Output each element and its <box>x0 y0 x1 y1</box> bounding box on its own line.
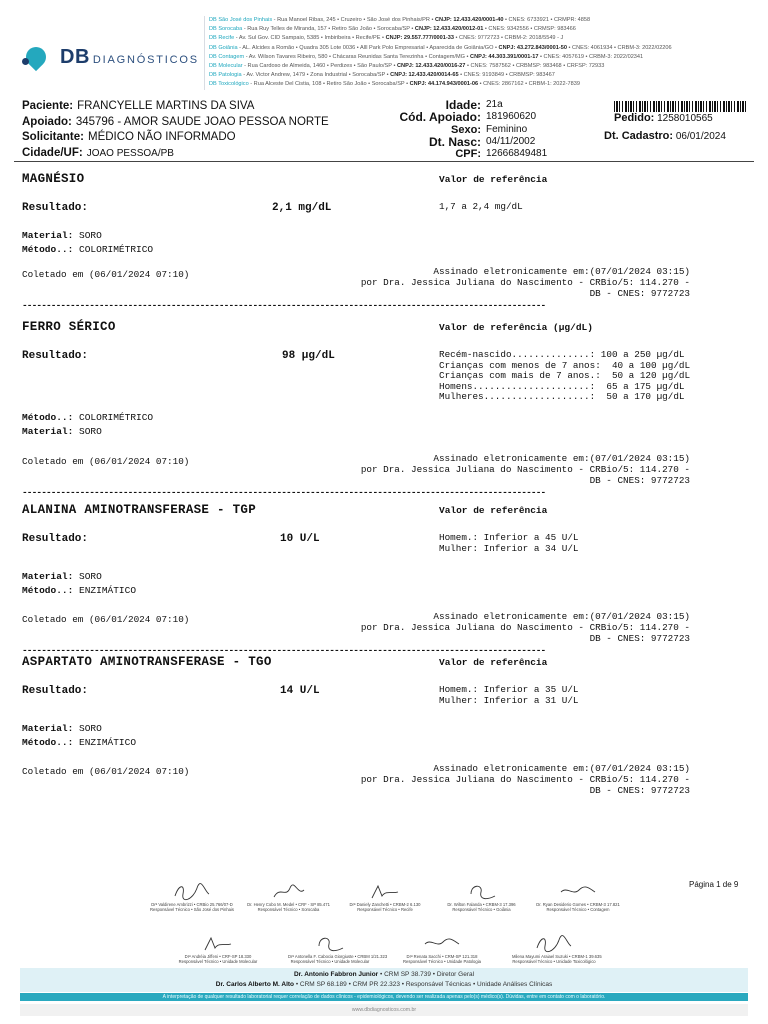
line-value: SORO <box>79 426 102 437</box>
barcode-icon <box>614 101 746 112</box>
method-line <box>22 737 136 748</box>
unit-cnpj: CNPJ: 44.303.391/0001-17 <box>470 53 539 60</box>
reference-values <box>439 350 690 403</box>
signatory <box>400 934 484 964</box>
unit-name: DB Toxicológico <box>209 81 249 88</box>
signatory-name: Drª Daniely Zanchetti • CRBM-2 6.130 <box>349 902 421 907</box>
idade-row: Idade: 21a <box>445 98 503 112</box>
result-value: 10 U/L <box>280 533 320 545</box>
signature-line: DB - CNES: 9772723 <box>589 784 690 796</box>
line-label: Material: <box>22 723 74 734</box>
line-label: Material: <box>22 426 74 437</box>
handwritten-signature-icon <box>557 882 599 902</box>
reference-values <box>439 533 578 554</box>
director-general: Dr. Antonio Fabbron Junior • CRM SP 38.739 • Diretor Geral <box>293 971 475 978</box>
signatory-role: Responsável Técnico • Sorocaba <box>257 907 320 913</box>
unit-cnpj: CNJP: 12.433.420/0012-01 <box>414 26 484 33</box>
line-label: Método..: <box>22 585 74 596</box>
unit-address-line <box>209 16 756 25</box>
reference-line: Recém-nascido..............: 100 a 250 µg/dL <box>439 349 685 360</box>
signatory-role: Responsável Técnico • Unidade Toxicológico <box>512 959 596 965</box>
signatory <box>440 882 524 912</box>
unit-address-line <box>209 53 756 62</box>
signatory <box>343 882 427 912</box>
unit-address: - Rua Ruy Telles de Miranda, 157 • Retiro São João • Sorocaba/SP • <box>242 26 415 33</box>
line-label: Método..: <box>22 244 74 255</box>
unit-registrations: • CNES: 6733921 • CRMPR: 4858 <box>503 17 591 23</box>
signature-line: DB - CNES: 9772723 <box>589 287 690 299</box>
handwritten-signature-icon <box>268 882 310 902</box>
line-value: COLORIMÉTRICO <box>79 412 154 423</box>
method-line <box>22 412 153 423</box>
reference-line: 1,7 a 2,4 mg/dL <box>439 201 523 212</box>
logo-drop-icon <box>22 44 56 70</box>
cod-apoiado-row: Cód. Apoiado: 181960620 <box>399 110 537 125</box>
unit-registrations: • CNES: 9342556 • CRMSP: 983466 <box>483 26 576 33</box>
signature-line: Assinado eletronicamente em:(07/01/2024 03:15) <box>433 611 690 622</box>
signature-line: por Dra. Jessica Juliana do Nascimento - CRBio/5: 114.270 - <box>360 773 690 785</box>
exam-block <box>22 503 752 656</box>
unit-name: DB Recife <box>209 35 235 42</box>
apoiado-row: Apoiado: 345796 - AMOR SAUDE JOAO PESSOA NORTE <box>22 115 329 128</box>
paciente-row: Paciente: FRANCYELLE MARTINS DA SIVA <box>22 100 255 112</box>
patient-info <box>22 99 329 161</box>
signatory-name: Drª Antonella F. Cabocia Giorgiuste • CRBM 1/21.323 <box>288 954 388 959</box>
signatory <box>536 882 620 912</box>
unit-address: - Rua Manoel Ribas, 245 • Cruzeiro • São José dos Pinhais/PR • <box>272 17 436 23</box>
unit-address-line <box>209 34 756 43</box>
exam-title: FERRO SÉRICO <box>22 320 116 334</box>
unit-name: DB Contagem <box>209 53 245 60</box>
unit-cnpj: CNPJ: 12.433.420/0016-27 <box>396 63 466 70</box>
section-separator: ------------------------------------------------------------------------------------------------------------- <box>22 487 546 498</box>
signatory-name: Dr. Henry Cobo M. Medel • CRF - SP 85.471 <box>247 902 330 907</box>
unit-registrations: • CNES: 4057619 • CRBM-3: 2022/02341 <box>538 53 644 60</box>
collected-at: Coletado em (06/01/2024 07:10) <box>22 766 190 777</box>
material-line <box>22 230 102 241</box>
reference-line: Homem.: Inferior a 35 U/L <box>439 684 579 695</box>
patient-details <box>380 99 550 160</box>
solicitante-row: Solicitante: MÉDICO NÃO INFORMADO <box>22 131 236 143</box>
unit-name: DB Molecular <box>209 63 243 70</box>
reference-line: Crianças com mais de 7 anos.: 50 a 120 µg/dL <box>439 370 691 382</box>
exam-block <box>22 320 752 498</box>
data-cadastro: Dt. Cadastro: 06/01/2024 <box>604 130 726 142</box>
line-value: SORO <box>79 723 102 734</box>
signature-line: DB - CNES: 9772723 <box>589 474 690 486</box>
line-label: Método..: <box>22 412 74 423</box>
unit-name: DB Patologia <box>209 72 242 79</box>
method-line <box>22 585 136 596</box>
unit-address: - Av. Wilson Tavares Ribeiro, 580 • Chácaras Reunidas Santa Terezinha • Contagem/MG • <box>244 53 471 60</box>
reference-line: Crianças com menos de 7 anos: 40 a 100 µg/dL <box>439 359 691 371</box>
signatory-role: Responsável Técnico • Recife <box>357 907 413 913</box>
result-value: 14 U/L <box>280 685 320 697</box>
unit-name: DB Goiânia <box>209 44 238 51</box>
website-link[interactable]: www.dbdiagnosticos.com.br <box>20 1004 748 1016</box>
signature-line: Assinado eletronicamente em:(07/01/2024 03:15) <box>433 453 690 464</box>
reference-line: Mulher: Inferior a 31 U/L <box>439 694 579 706</box>
handwritten-signature-icon <box>197 934 239 954</box>
unit-address-line <box>209 71 756 80</box>
signatory-role: Responsável Técnico • Unidade Patologia <box>403 959 481 965</box>
unit-cnpj: CNPJ: 43.272.843/0001-50 <box>498 44 567 51</box>
reference-line: Homem.: Inferior a 45 U/L <box>439 532 579 543</box>
signatory-role: Responsável Técnico • Unidade Molecular <box>178 959 258 965</box>
line-value: ENZIMÁTICO <box>79 737 137 748</box>
signature-line: por Dra. Jessica Juliana do Nascimento - CRBio/5: 114.270 - <box>360 276 690 288</box>
unit-registrations: • CNES: 7587562 • CRBMSP: 983468 • CRFSP: 72933 <box>465 63 605 70</box>
signatory-role: Responsável Técnico • Contagem <box>546 907 610 913</box>
collected-at: Coletado em (06/01/2024 07:10) <box>22 614 190 625</box>
handwritten-signature-icon <box>533 934 575 954</box>
exam-title: ASPARTATO AMINOTRANSFERASE - TGO <box>22 655 272 669</box>
signatories-row-2 <box>176 934 602 965</box>
reference-line: Homens.....................: 65 a 175 µg/dL <box>439 380 685 392</box>
electronic-signature <box>361 267 690 299</box>
unit-name: DB Sorocaba <box>209 26 243 33</box>
line-label: Material: <box>22 230 74 241</box>
signature-line: por Dra. Jessica Juliana do Nascimento - CRBio/5: 114.270 - <box>360 621 690 633</box>
line-value: ENZIMÁTICO <box>79 585 137 596</box>
collected-at: Coletado em (06/01/2024 07:10) <box>22 269 190 280</box>
cpf-row: CPF: 12666849481 <box>455 148 548 161</box>
unit-cnpj: CNPJ: 12.433.420/0014-65 <box>390 72 459 79</box>
unit-registrations: • CNES: 9772723 • CRBM-2: 2018/5549 - J <box>453 35 564 42</box>
material-line <box>22 723 102 734</box>
cidade-row: Cidade/UF: JOAO PESSOA/PB <box>22 146 174 159</box>
unit-address: - AL. Alcides a Romão • Quadra 305 Lote 0036 • Alll Park Polo Empresarial • Aparecida de Goiânia/GO • <box>237 44 499 51</box>
signatory <box>150 882 234 912</box>
unit-address-list <box>204 16 756 90</box>
material-line <box>22 426 102 437</box>
exam-title: ALANINA AMINOTRANSFERASE - TGP <box>22 503 257 517</box>
signature-line: por Dra. Jessica Juliana do Nascimento - CRBio/5: 114.270 - <box>360 463 690 475</box>
method-line <box>22 244 153 255</box>
line-label: Método..: <box>22 737 74 748</box>
section-separator: ------------------------------------------------------------------------------------------------------------- <box>22 300 546 311</box>
signatory-name: Dr. Wilton Falanda • CRBM-3 17.396 <box>447 902 516 907</box>
signatory-role: Responsável Técnico • São José dos Pinhais <box>150 907 235 913</box>
unit-address: - Rua Cardoso de Almeida, 1460 • Perdizes • São Paulo/SP • <box>242 63 397 70</box>
electronic-signature <box>361 612 690 644</box>
material-line <box>22 571 102 582</box>
exam-title: MAGNÉSIO <box>22 172 85 186</box>
technical-director: Dr. Carlos Alberto M. Alto • CRM SP 68.189 • CRM PR 22.323 • Responsável Técnicas • Unidade Análises Clínicas <box>215 981 553 988</box>
unit-address-line <box>209 44 756 53</box>
signature-line: Assinado eletronicamente em:(07/01/2024 03:15) <box>433 763 690 774</box>
reference-line: Mulher: Inferior a 34 U/L <box>439 542 579 554</box>
handwritten-signature-icon <box>421 934 463 954</box>
unit-name: DB São José dos Pinhais <box>209 17 273 23</box>
exam-block <box>22 655 752 805</box>
line-value: SORO <box>79 230 102 241</box>
line-value: SORO <box>79 571 102 582</box>
result-value: 98 µg/dL <box>282 350 335 362</box>
electronic-signature <box>361 454 690 486</box>
signatories-row-1 <box>150 882 620 912</box>
signatory-name: Drª Valdirene Ambrizzi • CRBio 25.766/07-D <box>151 902 233 907</box>
handwritten-signature-icon <box>461 882 503 902</box>
unit-address: - Rua Alceste Del Cistia, 108 • Retiro São João • Sorocaba/SP • <box>248 81 410 88</box>
signatory-name: Drª Andréia Jiffeni • CRF-SP 18.330 <box>184 954 252 959</box>
signatory <box>288 934 388 965</box>
signatory <box>512 934 602 965</box>
signatory-name: Drª Renata Sacchi • CRM-SP 121.318 <box>406 954 478 959</box>
result-label: Resultado: <box>22 533 89 545</box>
signatory-role: Responsável Técnico • Goiânia <box>452 907 511 913</box>
result-label: Resultado: <box>22 350 89 362</box>
reference-values <box>439 685 578 706</box>
signature-line: DB - CNES: 9772723 <box>589 632 690 644</box>
reference-header: Valor de referência <box>439 505 548 516</box>
section-separator: ------------------------------------------------------------------------------------------------------------- <box>22 645 546 656</box>
handwritten-signature-icon <box>309 934 351 954</box>
result-label: Resultado: <box>22 202 89 214</box>
pedido: Pedido: 1258010565 <box>614 112 713 124</box>
line-value: COLORIMÉTRICO <box>79 244 154 255</box>
logo-text: DB DIAGNÓSTICOS <box>60 45 199 68</box>
line-label: Material: <box>22 571 74 582</box>
reference-header: Valor de referência <box>439 657 548 668</box>
unit-address: - Av. Victor Andrew, 1479 • Zona Industrial • Sorocaba/SP • <box>241 72 391 79</box>
unit-address-line <box>209 80 756 89</box>
collected-at: Coletado em (06/01/2024 07:10) <box>22 456 190 467</box>
reference-values <box>439 202 523 213</box>
signatory-name: Dr. Ryan Desiderio Gomes • CRBM-3 17.821 <box>536 902 620 907</box>
db-diagnosticos-logo <box>22 44 199 70</box>
signatory <box>247 882 331 912</box>
unit-address: - Av. Sul Gov. CID Sampaio, 5385 • Imbiribeira • Recife/PE • <box>234 35 386 42</box>
signature-line: Assinado eletronicamente em:(07/01/2024 03:15) <box>433 266 690 277</box>
handwritten-signature-icon <box>171 882 213 902</box>
reference-header: Valor de referência (µg/dL) <box>439 322 593 333</box>
unit-registrations: • CNES: 4061934 • CRBM-3: 2022/02206 <box>566 44 672 51</box>
disclaimer: A interpretação de qualquer resultado laboratorial requer correlação de dados clínicos - epidemiológicos, devendo ser realizada apenas pelo(s) médico(s). Dúvidas, entre em contato com o laboratório. <box>20 993 748 1001</box>
result-value: 2,1 mg/dL <box>272 202 332 214</box>
signatory <box>176 934 260 964</box>
unit-address-line <box>209 62 756 71</box>
page-number: Página 1 de 9 <box>689 880 739 889</box>
reference-header: Valor de referência <box>439 174 548 185</box>
exam-block <box>22 172 752 322</box>
handwritten-signature-icon <box>364 882 406 902</box>
unit-cnpj: CNPJ: 44.174.943/0001-06 <box>409 81 479 88</box>
signatory-name: Milena Mayumi Araiael Suzuki • CRBM-1 39.635 <box>512 954 602 959</box>
result-label: Resultado: <box>22 685 89 697</box>
unit-registrations: • CNES: 9193849 • CRBMSP: 983467 <box>458 72 555 79</box>
nascimento-row: Dt. Nasc: 04/11/2002 <box>428 134 536 149</box>
unit-cnpj: CNJP: 12.433.420/0001-40 <box>435 17 504 23</box>
unit-registrations: • CNES: 2867162 • CRBM-1: 2022-7839 <box>478 81 580 88</box>
header-divider <box>14 161 754 162</box>
signatory-role: Responsável Técnico • Unidade Molecular <box>290 959 370 965</box>
unit-address-line <box>209 25 756 34</box>
reference-line: Mulheres...................: 50 a 170 µg/dL <box>439 391 685 403</box>
electronic-signature <box>361 764 690 796</box>
sexo-row: Sexo: Feminino <box>451 123 528 136</box>
unit-cnpj: CNJP: 29.557.777/0001-33 <box>385 35 454 42</box>
